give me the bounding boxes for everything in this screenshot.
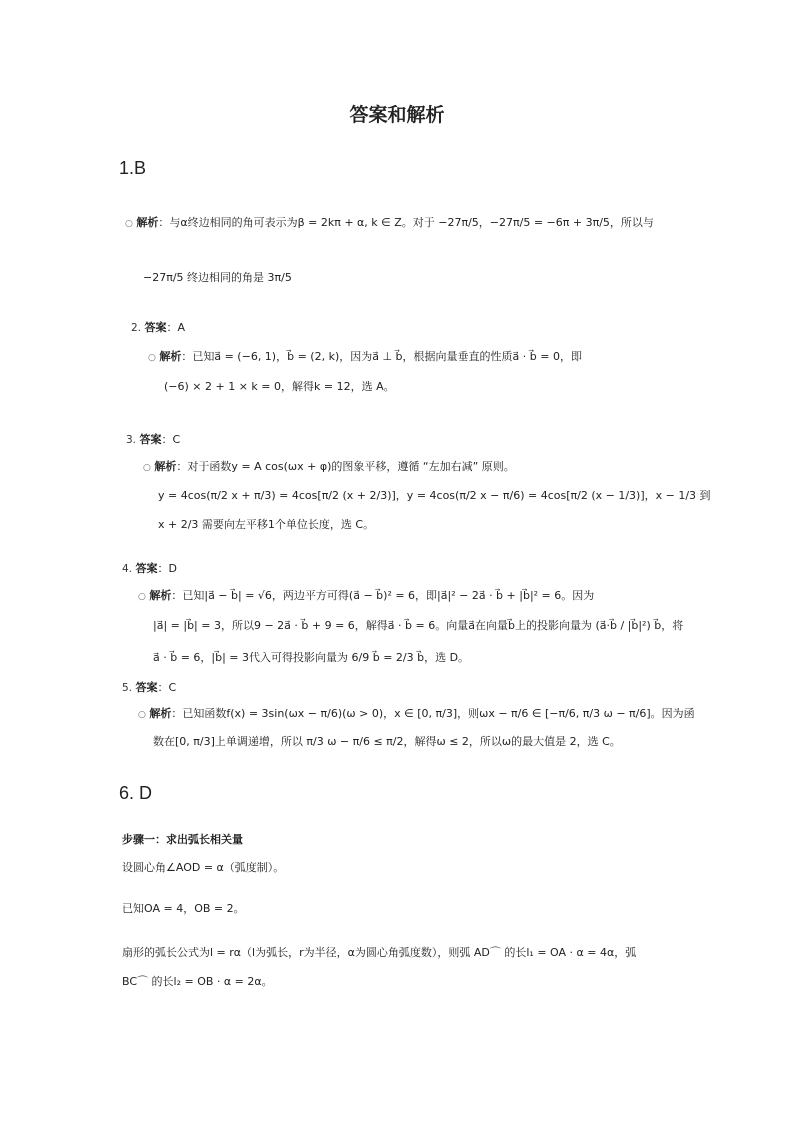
page-title: 答案和解析 xyxy=(349,104,445,126)
q4-line3: a⃗ · b⃗ = 6，|b⃗| = 3代入可得投影向量为 6/9 b⃗ = 2/3 b⃗，选 D。 xyxy=(153,651,470,664)
q1-line2: −27π/5 终边相同的角是 3π/5 xyxy=(143,271,292,284)
q4-line1: ：已知|a⃗ − b⃗| = √6，两边平方可得(a⃗ − b⃗)² = 6，即|a⃗|² − 2a⃗ · b⃗ + |b⃗|² = 6。因为 xyxy=(171,589,595,602)
q1-line1: 与α终边相同的角可表示为β = 2kπ + α, k ∈ Z。对于 −27π/5，−27π/5 = −6π + 3π/5，所以与 xyxy=(169,216,654,229)
q3-line2: y = 4cos(π/2 x + π/3) = 4cos[π/2 (x + 2/3)]，y = 4cos(π/2 x − π/6) = 4cos[π/2 (x − 1/3)]，x − 1/3 到 xyxy=(158,489,711,502)
q3-answer-row xyxy=(126,432,180,448)
bullet-icon: ○ xyxy=(138,592,146,602)
q2-answer-row xyxy=(131,320,185,336)
bullet-icon: ○ xyxy=(143,463,151,473)
q6-step1-heading: 步骤一：求出弧长相关量 xyxy=(122,833,243,846)
q5-answer-row xyxy=(122,680,176,696)
q4-number: 4. xyxy=(122,563,133,575)
q5-analysis-label: 解析 xyxy=(149,707,172,720)
q1-sep: ： xyxy=(158,216,170,229)
q6-paragraph-3: 扇形的弧长公式为l = rα（l为弧长，r为半径，α为圆心角弧度数），则弧 AD⌒ 的长l₁ = OA · α = 4α，弧 xyxy=(122,946,637,959)
q5-answer: ：C xyxy=(157,681,177,694)
q2-answer-label: 答案 xyxy=(144,321,167,334)
q2-line1: ：已知a⃗ = (−6, 1)，b⃗ = (2, k)，因为a⃗ ⊥ b⃗，根据向量垂直的性质a⃗ · b⃗ = 0，即 xyxy=(181,350,582,363)
q4-item xyxy=(138,588,594,605)
q1-analysis-label: 解析 xyxy=(136,216,159,229)
bullet-icon: ○ xyxy=(148,353,156,363)
q3-item xyxy=(143,459,515,476)
bullet-icon: ○ xyxy=(138,710,146,720)
q5-line1: ：已知函数f(x) = 3sin(ωx − π/6)(ω > 0)，x ∈ [0, π/3]，则ωx − π/6 ∈ [−π/6, π/3 ω − π/6]。因为函 xyxy=(171,707,695,720)
q2-number: 2. xyxy=(131,322,142,334)
q3-analysis-label: 解析 xyxy=(154,460,177,473)
q6-paragraph-1: 设圆心角∠AOD = α（弧度制）。 xyxy=(122,861,285,874)
q3-number: 3. xyxy=(126,434,137,446)
q4-answer: ：D xyxy=(157,562,178,575)
q6-heading: 6. D xyxy=(119,783,153,803)
bullet-icon: ○ xyxy=(125,219,133,229)
q5-line2: 数在[0, π/3]上单调递增，所以 π/3 ω − π/6 ≤ π/2，解得ω ≤ 2，所以ω的最大值是 2，选 C。 xyxy=(153,735,621,748)
q3-answer-label: 答案 xyxy=(139,433,162,446)
q3-line3: x + 2/3 需要向左平移1个单位长度，选 C。 xyxy=(158,518,375,531)
q4-line2: |a⃗| = |b⃗| = 3，所以9 − 2a⃗ · b⃗ + 9 = 6，解得a⃗ · b⃗ = 6。向量a⃗在向量b⃗上的投影向量为 (a⃗·b⃗ / |b⃗|²) b⃗，将 xyxy=(153,619,684,632)
q5-answer-label: 答案 xyxy=(135,681,158,694)
q4-answer-row xyxy=(122,561,177,577)
q4-answer-label: 答案 xyxy=(135,562,158,575)
q1-heading: 1.B xyxy=(119,158,147,178)
q2-analysis-label: 解析 xyxy=(159,350,182,363)
q5-item xyxy=(138,706,695,723)
q2-item xyxy=(148,349,582,366)
q3-line1: ：对于函数y = A cos(ωx + φ)的图象平移，遵循 “左加右减” 原则。 xyxy=(176,460,515,473)
q5-number: 5. xyxy=(122,682,133,694)
q6-paragraph-4: BC⌒ 的长l₂ = OB · α = 2α。 xyxy=(122,975,273,988)
q2-line2: (−6) × 2 + 1 × k = 0，解得k = 12，选 A。 xyxy=(164,380,395,393)
q2-answer: ：A xyxy=(166,321,186,334)
q3-answer: ：C xyxy=(161,433,181,446)
q4-analysis-label: 解析 xyxy=(149,589,172,602)
q1-item xyxy=(125,215,654,232)
q6-paragraph-2: 已知OA = 4，OB = 2。 xyxy=(122,902,245,915)
